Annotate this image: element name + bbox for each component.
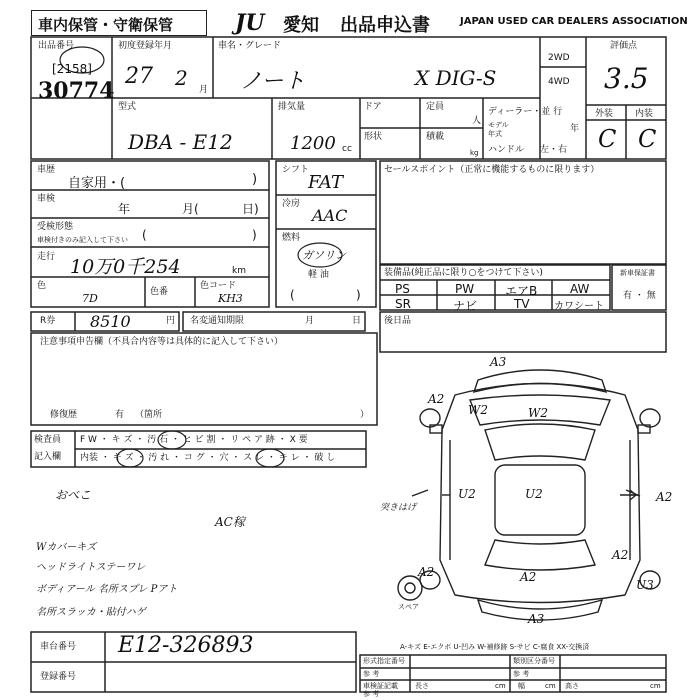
dealer-model-label: モデル — [488, 121, 509, 129]
equip-pw: PW — [455, 282, 475, 296]
dealer-year-unit: 年 — [570, 124, 580, 134]
note-6: 名所スラッカ・貼付ハゲ — [36, 607, 146, 618]
dmg-u3: U3 — [636, 578, 654, 592]
inspector-label: 検査員 — [34, 435, 62, 445]
fuel-paren: ( — [290, 288, 295, 302]
ref-cm-1: cm — [495, 682, 506, 690]
name-change-day: 日 — [352, 316, 362, 326]
fuel-gasoline: ガソリン — [302, 249, 346, 262]
warranty-label: 新車保証書 — [620, 269, 655, 277]
equip-airbag: エアB — [505, 284, 538, 298]
dmg-a2-left-bottom: A2 — [418, 565, 435, 579]
association-name: JAPAN USED CAR DEALERS ASSOCIATION — [460, 16, 688, 27]
color-value: 7D — [82, 292, 98, 305]
equip-ps: PS — [395, 282, 410, 296]
repair-value: 有 — [115, 410, 125, 420]
equipment-label: 装備品(純正品に限り○をつけて下さい) — [384, 268, 543, 278]
ref-height: 高さ — [565, 682, 579, 690]
dmg-a2-right: A2 — [656, 490, 673, 504]
note-3: Wカバーキズ — [36, 542, 97, 553]
ref-cm-3: cm — [650, 682, 661, 690]
repair-label: 修復歴 — [50, 410, 78, 420]
color-code-value: KH3 — [218, 292, 243, 305]
chassis-label: 車台番号 — [40, 642, 77, 652]
lot-bracket: [2158] — [52, 62, 92, 76]
equip-leather: カワシート — [554, 301, 604, 312]
form-title: 出品申込書 — [340, 15, 430, 36]
dmg-a2-rear: A2 — [520, 570, 537, 584]
dmg-a3-bottom: A3 — [528, 612, 545, 626]
note-2: AC稼 — [215, 515, 245, 529]
dmg-w2-left: W2 — [468, 403, 488, 417]
recycle-label: R券 — [40, 316, 56, 326]
equip-sr: SR — [395, 297, 411, 311]
ref-cm-2: cm — [545, 682, 556, 690]
ref-label-6: 参 考 — [363, 690, 380, 698]
logo-text: 愛知 — [283, 15, 319, 36]
fuel-diesel: 軽 油 — [308, 270, 329, 280]
model-label: 型式 — [118, 102, 137, 112]
inspection-day-unit: 日) — [242, 202, 259, 216]
dmg-a2-right-bottom: A2 — [612, 548, 629, 562]
load-label: 積載 — [426, 132, 445, 142]
warranty-value: 有 ・ 無 — [623, 291, 656, 301]
score-label: 評価点 — [610, 41, 638, 51]
dmg-a3-top: A3 — [490, 355, 507, 369]
reg-label: 初度登録年月 — [118, 41, 173, 51]
ref-label-4: 参 考 — [513, 670, 530, 678]
equip-navi: ナビ — [453, 299, 478, 313]
note-4: ヘッドライトステーワレ — [36, 562, 146, 573]
dmg-u2-side: U2 — [458, 487, 476, 501]
inspection-label: 車検 — [37, 194, 56, 204]
recv-label: 受検形態 — [37, 222, 74, 232]
ac-label: 冷房 — [282, 199, 301, 209]
displacement-unit: cc — [342, 144, 352, 154]
car-grade: X DIG-S — [415, 66, 497, 90]
name-change-label: 名変通知期限 — [190, 316, 245, 326]
recycle-value: 8510 — [90, 312, 131, 331]
interior-grade: C — [638, 125, 657, 153]
reg-month-unit: 月 — [199, 85, 209, 95]
inspector-label-2: 記入欄 — [34, 452, 62, 462]
shape-label: 形状 — [364, 132, 383, 142]
dmg-w2-wind: W2 — [528, 406, 548, 420]
capacity-label: 定員 — [426, 102, 445, 112]
door-label: ドア — [364, 102, 382, 112]
repair-close: ） — [360, 410, 370, 420]
chassis-number: E12-326893 — [118, 633, 254, 658]
recv-note: 車検付きのみ記入して下さい — [37, 236, 128, 244]
mileage-unit: km — [232, 266, 246, 276]
handle-options: 左・右 — [540, 145, 568, 155]
equip-aw: AW — [570, 282, 590, 296]
recv-paren: ( — [142, 228, 147, 242]
damage-legend: A-キズ E-エクボ U-凹み W-補修跡 S-サビ C-腐食 XX-交換済 — [400, 643, 590, 651]
car-name-label: 車名・グレード — [218, 41, 282, 51]
ac-value: AAC — [312, 206, 348, 225]
note-5: ボディアール 名所スプレ Pアト — [36, 584, 178, 595]
mileage-label: 走行 — [37, 252, 56, 262]
ref-label-5: 車検証記載 — [363, 682, 398, 690]
model-value: DBA - E12 — [128, 130, 233, 154]
history-label: 車歴 — [37, 165, 56, 175]
lot-label: 出品番号 — [38, 41, 75, 51]
interior-label: 内装 — [635, 109, 654, 119]
ju-logo: JU — [235, 10, 265, 36]
ref-width: 幅 — [518, 682, 525, 690]
equip-tv: TV — [514, 297, 530, 311]
capacity-unit: 人 — [472, 116, 482, 126]
color-label: 色 — [37, 281, 47, 291]
reg-month: 2 — [175, 66, 188, 90]
ref-length: 長さ — [415, 682, 429, 690]
name-change-month: 月 — [305, 316, 315, 326]
storage-label: 車内保管・守衛保管 — [38, 16, 174, 34]
dealer-label: ディーラー・並 行 — [488, 107, 563, 117]
recycle-unit: 円 — [166, 316, 176, 326]
color-code-label: 色コード — [200, 281, 237, 291]
displacement-label: 排気量 — [278, 102, 306, 112]
inspection-year-unit: 年 — [118, 202, 131, 216]
ref-label-3: 類別区分番号 — [513, 657, 555, 665]
displacement-value: 1200 — [290, 133, 336, 154]
exterior-label: 外装 — [595, 109, 614, 119]
registration-label: 登録番号 — [40, 672, 77, 682]
inspection-month-unit: 月( — [182, 202, 199, 216]
shift-value: FAT — [308, 172, 343, 193]
repair-place: （箇所 — [135, 410, 163, 420]
dent-note: 突きはげ — [380, 503, 417, 513]
color-number-label: 色番 — [150, 287, 169, 297]
exterior-grade: C — [598, 125, 617, 153]
inspector-row-2: 内装 ・ キ ズ ・ 汚 れ ・ コ グ ・ 穴 ・ ス レ ・ キ レ ・ 破 し — [80, 453, 336, 463]
drive-4wd: 4WD — [548, 77, 570, 87]
sales-point-label: セールスポイント（正常に機能するものに限ります） — [384, 165, 600, 175]
shift-label: シフト — [282, 165, 310, 175]
notes-label: 注意事項申告欄（不具合内容等は具体的に記入して下さい） — [40, 337, 284, 347]
lot-number: 30774 — [38, 78, 115, 104]
history-value: 自家用・( — [68, 176, 126, 191]
later-items-label: 後日品 — [384, 316, 412, 326]
drive-2wd: 2WD — [548, 53, 570, 63]
spare-label: スペア — [398, 603, 419, 611]
handle-label: ハンドル — [488, 145, 525, 155]
mileage-value: 10万0千254 — [70, 256, 181, 278]
car-name: ノート — [240, 69, 306, 94]
load-unit: kg — [470, 149, 479, 157]
dmg-u2-roof: U2 — [525, 487, 543, 501]
fuel-label: 燃料 — [282, 233, 301, 243]
dmg-a2-left-top: A2 — [428, 392, 445, 406]
score-value: 3.5 — [604, 62, 649, 95]
ref-label-2: 参 考 — [363, 670, 380, 678]
note-1: おべこ — [55, 488, 92, 502]
dealer-year-label: 年式 — [488, 130, 502, 138]
inspector-row-1: F W ・ キ ズ ・ 汚 石 ・ ヒ ビ 割 ・ リ ペ ア 跡 ・ X 要 — [80, 435, 308, 445]
ref-label-1: 形式指定番号 — [363, 657, 405, 665]
reg-year: 27 — [125, 64, 153, 89]
